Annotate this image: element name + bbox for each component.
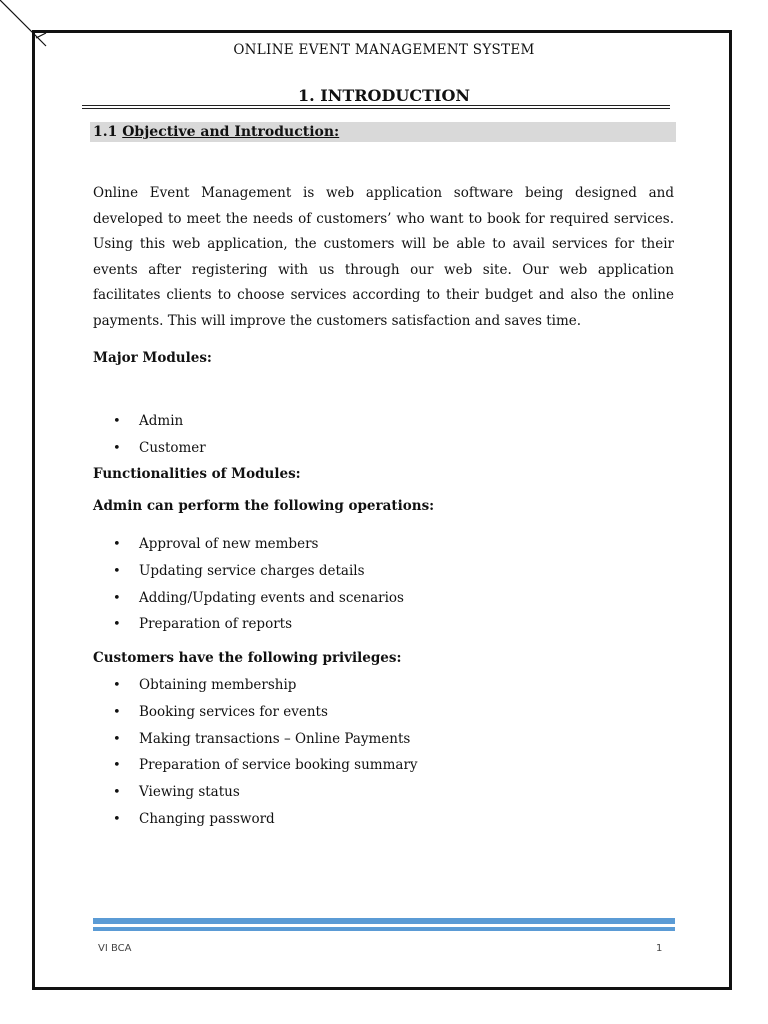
bullet-icon: • bbox=[113, 414, 121, 429]
footer-band-bottom bbox=[93, 927, 675, 931]
bullet-icon: • bbox=[113, 591, 121, 606]
chapter-title: 1. INTRODUCTION bbox=[297, 86, 471, 105]
bullet-icon: • bbox=[113, 678, 121, 693]
functionalities-heading: Functionalities of Modules: bbox=[93, 466, 301, 482]
list-item bbox=[113, 614, 292, 634]
bullet-icon: • bbox=[113, 812, 121, 827]
list-item-label: Updating service charges details bbox=[139, 563, 365, 579]
bullet-icon: • bbox=[113, 441, 121, 456]
intro-paragraph: Online Event Management is web application software being designed and developed to meet the needs of customers’ who want to book for required services. Using this web application, the customers will be able to avail services for their events after registering with us through our web site. Our web application facilitates clients to choose services according to their budget and also the online payments. This will improve the customers satisfaction and saves time. bbox=[93, 185, 674, 329]
footer-course-label: VI BCA bbox=[98, 943, 132, 954]
list-item bbox=[113, 588, 404, 608]
major-modules-heading: Major Modules: bbox=[93, 350, 212, 366]
list-item bbox=[113, 438, 206, 458]
bullet-icon: • bbox=[113, 785, 121, 800]
list-item bbox=[113, 675, 296, 695]
list-item bbox=[113, 782, 240, 802]
list-item-label: Preparation of service booking summary bbox=[139, 757, 418, 773]
list-item bbox=[113, 809, 275, 829]
bullet-icon: • bbox=[113, 564, 121, 579]
list-item-label: Preparation of reports bbox=[139, 616, 293, 632]
section-number: 1.1 bbox=[93, 124, 118, 140]
list-item bbox=[113, 561, 365, 581]
bullet-icon: • bbox=[113, 758, 121, 773]
title-rule-top bbox=[82, 105, 670, 106]
admin-operations-heading: Admin can perform the following operations: bbox=[93, 498, 435, 514]
list-item bbox=[113, 411, 183, 431]
list-item bbox=[113, 755, 418, 775]
bullet-icon: • bbox=[113, 537, 121, 552]
page-number: 1 bbox=[656, 943, 663, 954]
list-item-label: Admin bbox=[139, 413, 184, 429]
list-item bbox=[113, 729, 410, 749]
bullet-icon: • bbox=[113, 617, 121, 632]
footer-rule bbox=[93, 918, 675, 932]
list-item-label: Making transactions – Online Payments bbox=[139, 731, 411, 747]
customer-privileges-heading: Customers have the following privileges: bbox=[93, 650, 402, 666]
section-title: Objective and Introduction: bbox=[122, 124, 340, 140]
list-item-label: Approval of new members bbox=[139, 536, 319, 552]
list-item-label: Customer bbox=[139, 440, 206, 456]
list-item-label: Obtaining membership bbox=[139, 677, 297, 693]
section-heading bbox=[90, 122, 676, 142]
list-item-label: Changing password bbox=[139, 811, 275, 827]
list-item bbox=[113, 702, 328, 722]
footer-band-top bbox=[93, 918, 675, 924]
list-item bbox=[113, 534, 318, 554]
title-rule-bottom bbox=[82, 108, 670, 109]
list-item-label: Adding/Updating events and scenarios bbox=[139, 590, 404, 606]
list-item-label: Booking services for events bbox=[139, 704, 328, 720]
running-header: ONLINE EVENT MANAGEMENT SYSTEM bbox=[233, 42, 535, 58]
bullet-icon: • bbox=[113, 705, 121, 720]
bullet-icon: • bbox=[113, 732, 121, 747]
list-item-label: Viewing status bbox=[139, 784, 240, 800]
